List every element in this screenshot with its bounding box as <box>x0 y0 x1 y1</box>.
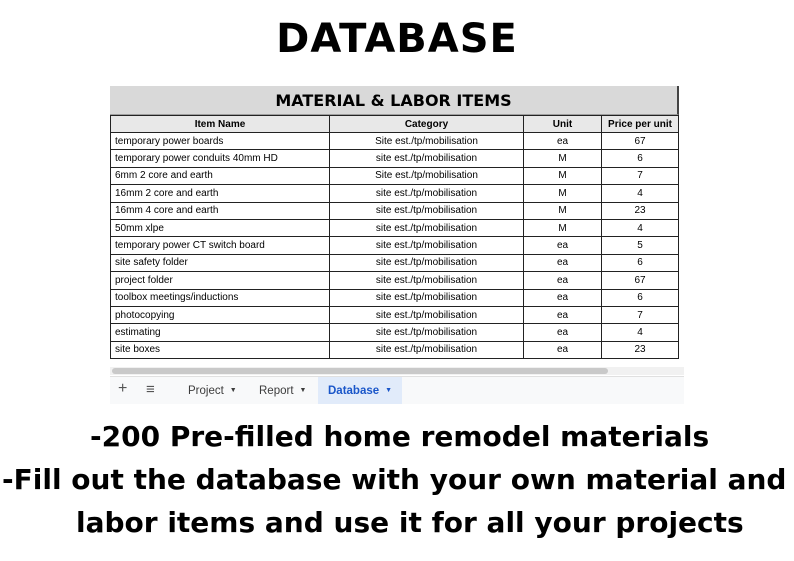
cell-item-name[interactable]: estimating <box>111 324 330 341</box>
cell-unit[interactable]: ea <box>524 324 602 341</box>
cell-price[interactable]: 5 <box>602 237 679 254</box>
table-row <box>111 167 679 184</box>
cell-unit[interactable]: ea <box>524 254 602 271</box>
caption-line-2: -Fill out the database with your own material and <box>2 463 787 496</box>
cell-price[interactable]: 4 <box>602 185 679 202</box>
cell-category[interactable]: site est./tp/mobilisation <box>330 202 524 219</box>
header-row <box>111 116 679 133</box>
cell-category[interactable]: site est./tp/mobilisation <box>330 254 524 271</box>
scrollbar-thumb[interactable] <box>112 368 608 374</box>
column-header-category[interactable]: Category <box>330 116 524 133</box>
column-header-item-name[interactable]: Item Name <box>111 116 330 133</box>
cell-price[interactable]: 4 <box>602 324 679 341</box>
table-row <box>111 289 679 306</box>
tab-project[interactable] <box>178 377 247 404</box>
column-header-price[interactable]: Price per unit <box>602 116 679 133</box>
cell-unit[interactable]: ea <box>524 306 602 323</box>
table-row <box>111 150 679 167</box>
caption-line-1: -200 Pre-filled home remodel materials <box>90 420 710 453</box>
cell-unit[interactable]: ea <box>524 272 602 289</box>
cell-category[interactable]: site est./tp/mobilisation <box>330 289 524 306</box>
cell-item-name[interactable]: toolbox meetings/inductions <box>111 289 330 306</box>
cell-item-name[interactable]: temporary power conduits 40mm HD <box>111 150 330 167</box>
table-row <box>111 272 679 289</box>
data-table <box>110 115 679 359</box>
cell-category[interactable]: site est./tp/mobilisation <box>330 272 524 289</box>
cell-item-name[interactable]: 16mm 2 core and earth <box>111 185 330 202</box>
tab-database[interactable] <box>318 377 402 404</box>
cell-category[interactable]: site est./tp/mobilisation <box>330 150 524 167</box>
cell-item-name[interactable]: temporary power CT switch board <box>111 237 330 254</box>
cell-unit[interactable]: M <box>524 202 602 219</box>
cell-category[interactable]: site est./tp/mobilisation <box>330 324 524 341</box>
tab-label: Project <box>188 385 224 398</box>
cell-category[interactable]: site est./tp/mobilisation <box>330 219 524 236</box>
caption-line-3: labor items and use it for all your projects <box>76 506 744 539</box>
dropdown-arrow-icon[interactable]: ▼ <box>385 387 393 394</box>
cell-unit[interactable]: M <box>524 219 602 236</box>
table-row <box>111 341 679 358</box>
cell-item-name[interactable]: photocopying <box>111 306 330 323</box>
cell-price[interactable]: 7 <box>602 306 679 323</box>
add-sheet-icon[interactable]: + <box>118 380 128 397</box>
cell-item-name[interactable]: 16mm 4 core and earth <box>111 202 330 219</box>
cell-item-name[interactable]: project folder <box>111 272 330 289</box>
dropdown-arrow-icon[interactable]: ▼ <box>299 387 307 394</box>
cell-category[interactable]: site est./tp/mobilisation <box>330 341 524 358</box>
table-row <box>111 202 679 219</box>
sheet-tab-bar <box>110 376 684 404</box>
tab-label: Database <box>328 385 380 398</box>
horizontal-scrollbar[interactable] <box>110 367 684 375</box>
table-row <box>111 185 679 202</box>
tab-label: Report <box>259 385 294 398</box>
cell-item-name[interactable]: 50mm xlpe <box>111 219 330 236</box>
page-title: DATABASE <box>276 16 518 62</box>
table-row <box>111 324 679 341</box>
cell-price[interactable]: 23 <box>602 202 679 219</box>
tab-report[interactable] <box>249 377 316 404</box>
table-row <box>111 237 679 254</box>
cell-item-name[interactable]: 6mm 2 core and earth <box>111 167 330 184</box>
cell-unit[interactable]: M <box>524 150 602 167</box>
table-row <box>111 254 679 271</box>
table-row <box>111 219 679 236</box>
cell-price[interactable]: 23 <box>602 341 679 358</box>
cell-category[interactable]: site est./tp/mobilisation <box>330 306 524 323</box>
cell-category[interactable]: Site est./tp/mobilisation <box>330 167 524 184</box>
cell-price[interactable]: 67 <box>602 133 679 150</box>
cell-price[interactable]: 6 <box>602 254 679 271</box>
table-row <box>111 306 679 323</box>
cell-unit[interactable]: ea <box>524 133 602 150</box>
cell-category[interactable]: site est./tp/mobilisation <box>330 237 524 254</box>
cell-unit[interactable]: ea <box>524 237 602 254</box>
cell-category[interactable]: Site est./tp/mobilisation <box>330 133 524 150</box>
cell-price[interactable]: 67 <box>602 272 679 289</box>
cell-unit[interactable]: M <box>524 167 602 184</box>
cell-price[interactable]: 6 <box>602 150 679 167</box>
all-sheets-menu-icon[interactable]: ≡ <box>146 381 155 398</box>
sheet-title: MATERIAL & LABOR ITEMS <box>110 86 679 115</box>
cell-unit[interactable]: M <box>524 185 602 202</box>
cell-category[interactable]: site est./tp/mobilisation <box>330 185 524 202</box>
spreadsheet <box>110 86 684 404</box>
cell-price[interactable]: 6 <box>602 289 679 306</box>
table-row <box>111 133 679 150</box>
cell-item-name[interactable]: site boxes <box>111 341 330 358</box>
cell-price[interactable]: 7 <box>602 167 679 184</box>
cell-item-name[interactable]: temporary power boards <box>111 133 330 150</box>
cell-unit[interactable]: ea <box>524 341 602 358</box>
cell-price[interactable]: 4 <box>602 219 679 236</box>
cell-item-name[interactable]: site safety folder <box>111 254 330 271</box>
cell-unit[interactable]: ea <box>524 289 602 306</box>
dropdown-arrow-icon[interactable]: ▼ <box>229 387 237 394</box>
column-header-unit[interactable]: Unit <box>524 116 602 133</box>
